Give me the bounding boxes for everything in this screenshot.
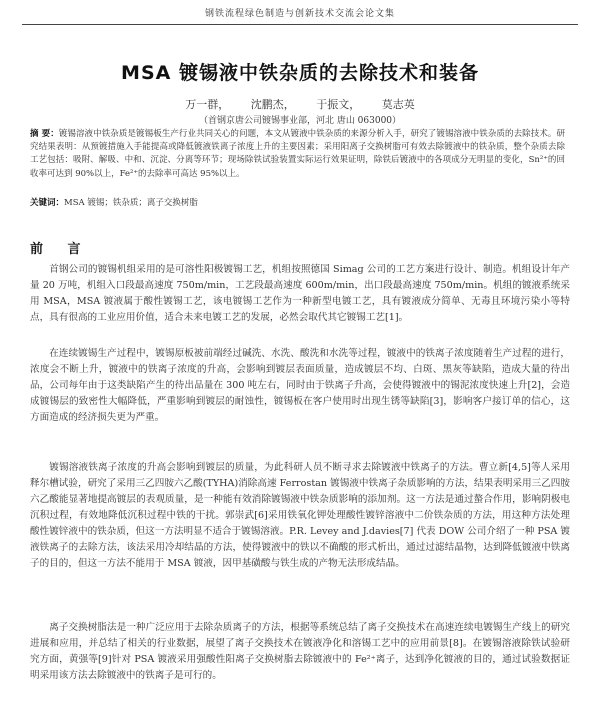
body-paragraph: 离子交换树脂法是一种广泛应用于去除杂质离子的方法，根据等系统总结了离子交换技术在高速连续电镀锡生产线上的研究进展和应用，并总结了相关的行业数据，展望了离子交换技术在镀液净化和溶锡工艺中的应用前景[8]。在镀锡溶液除铁试验研究方面，黄强等[9]针对 PSA 镀液采用强酸性阳离子交换树脂去除镀液中的 Fe²⁺离子，达到净化镀液的目的，通过试验数据证明采用该方法去除镀液中的铁离子是可行的。: [30, 622, 570, 681]
author-name: 莫志英: [381, 98, 415, 111]
paper-title: MSA 镀锡液中铁杂质的去除技术和装备: [121, 62, 479, 84]
keywords-text: MSA 镀锡；铁杂质；离子交换树脂: [64, 198, 198, 208]
author-list: [0, 96, 600, 112]
body-paragraph: 在连续镀锡生产过程中，镀锡原板被前端经过碱洗、水洗、酸洗和水洗等过程，镀液中的铁离子浓度随着生产过程的进行，浓度会不断上升，镀液中的铁离子浓度的升高，会影响到镀层表面质量，造成镀层不均、白斑、黑灰等缺陷，造成大量的待出品，公司每年由于这类缺陷产生的待出品量在 300 吨左右，同时由于铁离子升高，会使得镀液中的锡泥浓度快速上升[2]，会造成镀锡层的致密性大幅降低，严重影响到镀层的耐蚀性，镀锡板在客户使用时出现生锈等缺陷[3]，影响客户接订单的信心，这方面造成的经济损失更为严重。: [30, 348, 570, 423]
abstract-label: 摘 要：: [30, 129, 59, 139]
author-name: 沈鹏杰，: [250, 98, 295, 111]
author-name: 于振文，: [316, 98, 361, 111]
author-affiliation: （首钢京唐公司镀锡事业部，河北 唐山 063000）: [198, 116, 402, 126]
header-divider: [22, 24, 578, 25]
running-header: 钢铁流程绿色制造与创新技术交流会论文集: [204, 9, 395, 19]
abstract-block: [30, 128, 565, 181]
keywords-block: [30, 196, 570, 208]
keywords-label: 关键词：: [30, 198, 65, 208]
body-paragraph: 首钢公司的镀锡机组采用的是可溶性阳极镀锡工艺，机组按照德国 Simag 公司的工艺方案进行设计、制造。机组设计年产量 20 万吨，机组入口段最高速度 750m/min，工艺段最高速度 600m/min，出口段最高速度 750m/min。机组的镀液系统采用 MSA，MSA 镀液属于酸性镀锡工艺，该电镀锡工艺作为一种新型电镀工艺，具有镀液成分简单、无毒且环境污染小等特点，具有很高的工业应用价值，适合未来电镀工艺的发展，必然会取代其它镀锡工艺[1]。: [30, 264, 570, 323]
author-name: 万一群，: [185, 98, 230, 111]
section-heading-introduction: 前 言: [30, 242, 91, 257]
abstract-text: 镀锡溶液中铁杂质是镀锡板生产行业共同关心的问题，本文从镀液中铁杂质的来源分析入手，研究了镀锡溶液中铁杂质的去除技术。研究结果表明：从预镀措施入手能提高或降低镀液铁离子浓度上升的主要因素；采用阳离子交换树脂可有效去除镀液中的铁杂质，整个杂质去除工艺包括：吸附、解吸、中和、沉淀、分离等环节；现场除铁试验装置实际运行效果证明，除铁后镀液中的各项成分无明显的变化，Sn²⁺的回收率可达到 90%以上，Fe²⁺的去除率可高达 95%以上。: [30, 129, 565, 179]
body-paragraph: 镀锡溶液铁离子浓度的升高会影响到镀层的质量，为此科研人员不断寻求去除镀液中铁离子的方法。曹立新[4,5]等人采用释尔槽试验，研究了采用三乙四胺六乙酸(TYHA)消除高速 Ferrostan 镀锡液中铁离子杂质影响的方法，结果表明采用三乙四胺六乙酸能显著地提高镀层的表观质量，是一种能有效消除镀锡液中铁杂质影响的添加剂。这一方法是通过螯合作用，影响阴极电沉积过程，有效地降低沉积过程中铁的干扰。郭崇武[6]采用铁氧化钾处理酸性镀锌溶液中二价铁杂质的方法，用这种方法处理酸性镀锌液中的铁杂质，但这一方法明显不适合于镀锡溶液。P.R. Levey and J.davies[7] 代表 DOW 公司介绍了一种 PSA 镀液铁离子的去除方法，该法采用冷却结晶的方法，使得镀液中的铁以不确酸的形式析出，通过过滤结晶物，达到降低镀液中铁离子的目的，但这一方法不能用于 MSA 镀液，因甲基磺酸与铁生成的产物无法形成结晶。: [30, 462, 570, 569]
